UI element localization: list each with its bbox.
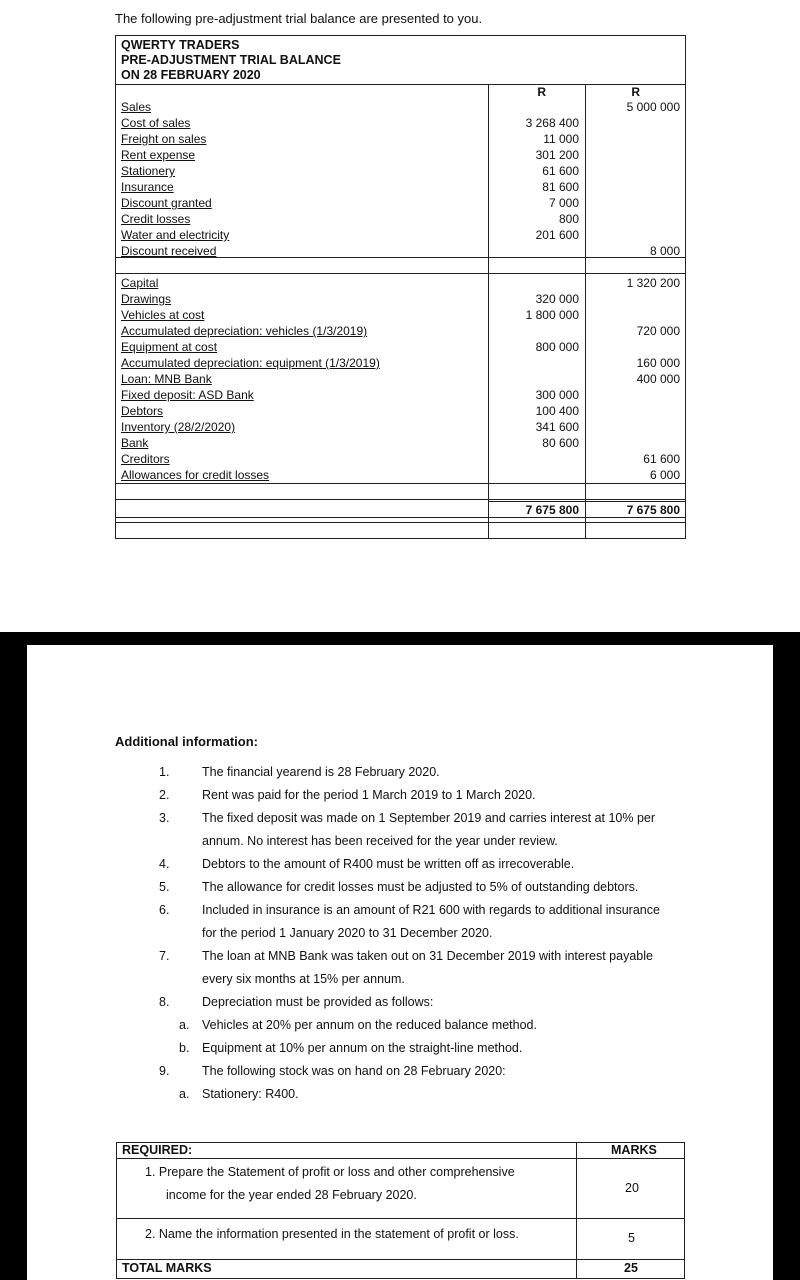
statement-date: ON 28 FEBRUARY 2020 [121, 68, 261, 82]
account-name: Discount granted [121, 196, 212, 210]
list-item-text: Depreciation must be provided as follows: [202, 995, 434, 1009]
list-number: 1. [159, 765, 170, 779]
intro-text: The following pre-adjustment trial balance are presented to you. [115, 11, 483, 26]
list-item-text: every six months at 15% per annum. [202, 972, 405, 986]
account-name: Creditors [121, 452, 170, 466]
account-name: Loan: MNB Bank [121, 372, 212, 386]
trial-balance-row [116, 291, 685, 307]
list-item-text: for the period 1 January 2020 to 31 December 2020. [202, 926, 493, 940]
debit-amount: 201 600 [535, 228, 579, 242]
credit-amount: 61 600 [643, 452, 680, 466]
account-name: Rent expense [121, 148, 196, 162]
account-name: Insurance [121, 180, 174, 194]
account-name: Freight on sales [121, 132, 207, 146]
list-number: 6. [159, 903, 170, 917]
trial-balance-row [116, 371, 685, 387]
debit-amount: 800 [558, 212, 579, 226]
credit-amount: 720 000 [636, 324, 680, 338]
question-2-marks: 5 [628, 1231, 635, 1245]
account-name: Cost of sales [121, 116, 191, 130]
debit-amount: 320 000 [535, 292, 579, 306]
trial-balance-row [116, 387, 685, 403]
list-item-text: annum. No interest has been received for the year under review. [202, 834, 558, 848]
account-name: Fixed deposit: ASD Bank [121, 388, 254, 402]
list-number: 7. [159, 949, 170, 963]
trial-balance-row [116, 179, 685, 195]
account-name: Inventory (28/2/2020) [121, 420, 236, 434]
debit-amount: 800 000 [535, 340, 579, 354]
debit-column-header: R [537, 85, 546, 99]
list-item-text: Rent was paid for the period 1 March 2019 to 1 March 2020. [202, 788, 536, 802]
list-number: a. [179, 1018, 190, 1032]
trial-balance-row [116, 355, 685, 371]
trial-balance-row [116, 419, 685, 435]
list-number: a. [179, 1087, 190, 1101]
divider [576, 1143, 577, 1278]
trial-balance-row [116, 211, 685, 227]
total-credit: 7 675 800 [626, 503, 680, 517]
question-1-marks: 20 [625, 1181, 639, 1195]
debit-amount: 81 600 [542, 180, 579, 194]
list-number: 8. [159, 995, 170, 1009]
account-name: Allowances for credit losses [121, 468, 270, 482]
trial-balance-row [116, 323, 685, 339]
debit-amount: 301 200 [535, 148, 579, 162]
question-1-line-1: 1. Prepare the Statement of profit or loss and other comprehensive [145, 1165, 515, 1179]
debit-amount: 341 600 [535, 420, 579, 434]
debit-amount: 100 400 [535, 404, 579, 418]
list-item-text: Stationery: R400. [202, 1087, 299, 1101]
credit-amount: 5 000 000 [626, 100, 680, 114]
trial-balance-row [116, 227, 685, 243]
list-item-text: Included in insurance is an amount of R21 600 with regards to additional insurance [202, 903, 660, 917]
account-name: Vehicles at cost [121, 308, 205, 322]
column-headers [116, 84, 685, 100]
account-name: Accumulated depreciation: equipment (1/3/2019) [121, 356, 380, 370]
list-number: 4. [159, 857, 170, 871]
total-marks-value: 25 [624, 1261, 638, 1275]
debit-amount: 7 000 [548, 196, 579, 210]
credit-amount: 160 000 [636, 356, 680, 370]
list-item-text: The loan at MNB Bank was taken out on 31 December 2019 with interest payable [202, 949, 653, 963]
credit-amount: 1 320 200 [626, 276, 680, 290]
trial-balance-row [116, 275, 685, 291]
credit-amount: 8 000 [649, 244, 680, 258]
account-name: Water and electricity [121, 228, 230, 242]
account-name: Drawings [121, 292, 172, 306]
page-two [27, 645, 773, 1280]
additional-information-heading: Additional information: [115, 734, 258, 749]
account-name: Sales [121, 100, 152, 114]
trial-balance-row [116, 339, 685, 355]
totals-row [116, 502, 685, 518]
list-item-text: The fixed deposit was made on 1 September 2019 and carries interest at 10% per [202, 811, 656, 825]
divider [116, 522, 685, 523]
statement-name: PRE-ADJUSTMENT TRIAL BALANCE [121, 53, 341, 67]
trial-balance-row [116, 403, 685, 419]
account-name: Accumulated depreciation: vehicles (1/3/2019) [121, 324, 368, 338]
account-name: Debtors [121, 404, 164, 418]
account-name: Stationery [121, 164, 176, 178]
credit-amount: 400 000 [636, 372, 680, 386]
trial-balance-title [121, 38, 341, 83]
trial-balance-row [116, 243, 685, 259]
list-item-text: The financial yearend is 28 February 2020. [202, 765, 440, 779]
question-1-line-2: income for the year ended 28 February 2020. [166, 1188, 417, 1202]
total-debit: 7 675 800 [525, 503, 579, 517]
list-item-text: Vehicles at 20% per annum on the reduced balance method. [202, 1018, 537, 1032]
trial-balance-row [116, 99, 685, 115]
required-heading: REQUIRED: [122, 1143, 193, 1157]
account-name: Credit losses [121, 212, 191, 226]
list-item-text: Debtors to the amount of R400 must be written off as irrecoverable. [202, 857, 575, 871]
total-marks-label: TOTAL MARKS [122, 1261, 212, 1275]
trial-balance-row [116, 131, 685, 147]
divider [117, 1158, 684, 1159]
trial-balance-row [116, 451, 685, 467]
required-table [116, 1142, 685, 1279]
list-number: 2. [159, 788, 170, 802]
account-name: Equipment at cost [121, 340, 218, 354]
trial-balance-row [116, 147, 685, 163]
trial-balance-row [116, 115, 685, 131]
credit-amount: 6 000 [649, 468, 680, 482]
trial-balance-row [116, 467, 685, 483]
divider [116, 499, 685, 500]
divider [117, 1218, 684, 1219]
list-item-text: The following stock was on hand on 28 February 2020: [202, 1064, 506, 1078]
debit-amount: 11 000 [543, 132, 579, 146]
debit-amount: 3 268 400 [525, 116, 579, 130]
debit-amount: 1 800 000 [525, 308, 579, 322]
business-name: QWERTY TRADERS [121, 38, 240, 52]
page-one [0, 0, 800, 632]
list-number: 5. [159, 880, 170, 894]
trial-balance-row [116, 307, 685, 323]
trial-balance-row [116, 163, 685, 179]
list-number: 3. [159, 811, 170, 825]
divider [116, 273, 685, 274]
debit-amount: 80 600 [542, 436, 579, 450]
trial-balance-table [115, 35, 686, 539]
divider [117, 1259, 684, 1260]
trial-balance-row [116, 435, 685, 451]
list-number: 9. [159, 1064, 170, 1078]
account-name: Discount received [121, 244, 217, 258]
question-2: 2. Name the information presented in the statement of profit or loss. [145, 1227, 519, 1241]
credit-column-header: R [631, 85, 640, 99]
divider [116, 483, 685, 484]
account-name: Capital [121, 276, 159, 290]
list-item-text: Equipment at 10% per annum on the straight-line method. [202, 1041, 523, 1055]
trial-balance-row [116, 195, 685, 211]
list-number: b. [179, 1041, 190, 1055]
marks-heading: MARKS [611, 1143, 657, 1157]
list-item-text: The allowance for credit losses must be adjusted to 5% of outstanding debtors. [202, 880, 639, 894]
account-name: Bank [121, 436, 149, 450]
debit-amount: 300 000 [535, 388, 579, 402]
debit-amount: 61 600 [542, 164, 579, 178]
